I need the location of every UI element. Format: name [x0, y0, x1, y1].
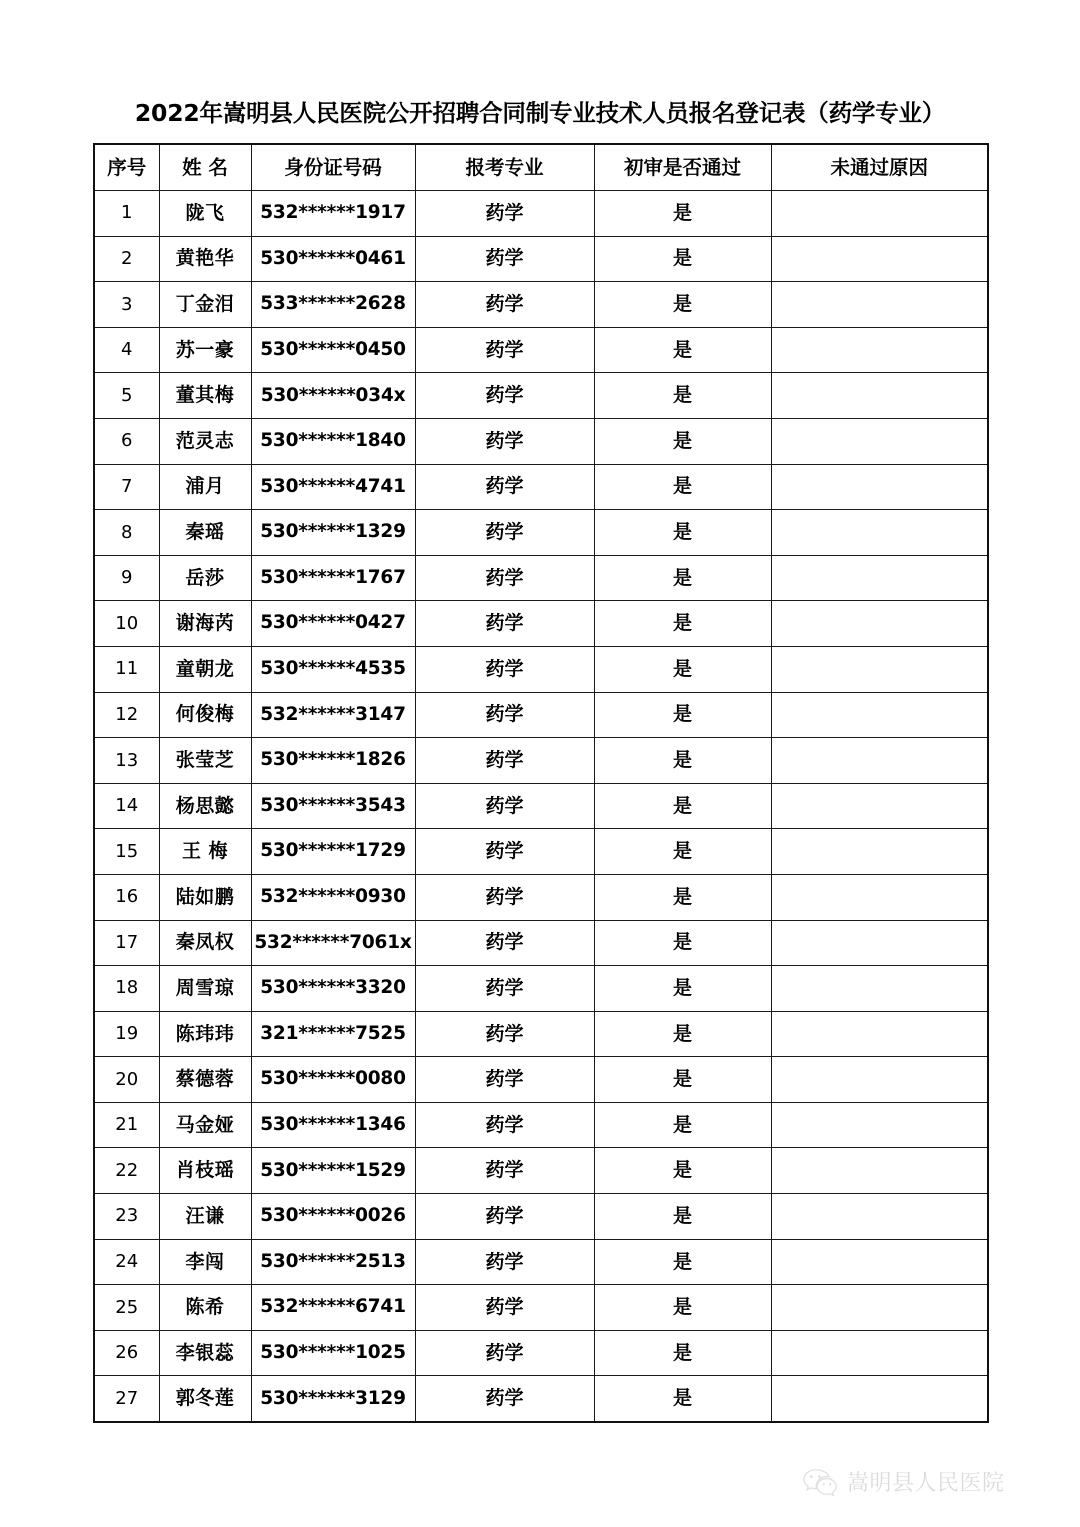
cell-index: 13: [94, 738, 159, 784]
cell-review-passed: 是: [594, 1330, 771, 1376]
table-row: [94, 920, 988, 966]
cell-name: 谢海芮: [159, 601, 251, 647]
table-row: [94, 555, 988, 601]
cell-major: 药学: [415, 601, 594, 647]
cell-reject-reason: [771, 874, 988, 920]
cell-id-number: 532******0930: [251, 874, 415, 920]
table-row: [94, 874, 988, 920]
cell-major: 药学: [415, 1239, 594, 1285]
column-header-major: 报考专业: [415, 144, 594, 191]
cell-major: 药学: [415, 874, 594, 920]
cell-major: 药学: [415, 920, 594, 966]
cell-review-passed: 是: [594, 1285, 771, 1331]
cell-review-passed: 是: [594, 829, 771, 875]
cell-name: 何俊梅: [159, 692, 251, 738]
cell-id-number: 530******3320: [251, 966, 415, 1012]
cell-index: 5: [94, 373, 159, 419]
table-row: [94, 1330, 988, 1376]
cell-name: 董其梅: [159, 373, 251, 419]
cell-index: 14: [94, 783, 159, 829]
cell-index: 25: [94, 1285, 159, 1331]
cell-name: 陈玮玮: [159, 1011, 251, 1057]
cell-index: 9: [94, 555, 159, 601]
cell-name: 李闯: [159, 1239, 251, 1285]
table-row: [94, 646, 988, 692]
table-row: [94, 738, 988, 784]
cell-id-number: 530******0026: [251, 1194, 415, 1240]
cell-reject-reason: [771, 464, 988, 510]
table-header-row: [94, 144, 988, 191]
cell-name: 周雪琼: [159, 966, 251, 1012]
cell-index: 7: [94, 464, 159, 510]
cell-review-passed: 是: [594, 1011, 771, 1057]
cell-id-number: 530******1346: [251, 1102, 415, 1148]
cell-review-passed: 是: [594, 646, 771, 692]
cell-reject-reason: [771, 373, 988, 419]
cell-major: 药学: [415, 1102, 594, 1148]
cell-reject-reason: [771, 1057, 988, 1103]
cell-id-number: 530******0427: [251, 601, 415, 647]
table-row: [94, 510, 988, 556]
cell-name: 王 梅: [159, 829, 251, 875]
cell-major: 药学: [415, 510, 594, 556]
cell-reject-reason: [771, 692, 988, 738]
table-row: [94, 464, 988, 510]
table-row: [94, 1148, 988, 1194]
cell-index: 21: [94, 1102, 159, 1148]
cell-reject-reason: [771, 191, 988, 237]
cell-index: 23: [94, 1194, 159, 1240]
cell-major: 药学: [415, 1194, 594, 1240]
cell-id-number: 530******0080: [251, 1057, 415, 1103]
cell-id-number: 532******7061x: [251, 920, 415, 966]
table-row: [94, 1057, 988, 1103]
cell-review-passed: 是: [594, 966, 771, 1012]
table-row: [94, 1102, 988, 1148]
cell-id-number: 530******4535: [251, 646, 415, 692]
table-row: [94, 1239, 988, 1285]
cell-name: 童朝龙: [159, 646, 251, 692]
wechat-icon: [802, 1467, 838, 1497]
cell-reject-reason: [771, 738, 988, 784]
cell-reject-reason: [771, 646, 988, 692]
cell-index: 6: [94, 418, 159, 464]
cell-id-number: 530******1767: [251, 555, 415, 601]
cell-reject-reason: [771, 783, 988, 829]
cell-name: 肖枝瑶: [159, 1148, 251, 1194]
cell-name: 郭冬莲: [159, 1376, 251, 1422]
table-row: [94, 373, 988, 419]
table-row: [94, 418, 988, 464]
cell-major: 药学: [415, 1376, 594, 1422]
cell-major: 药学: [415, 1148, 594, 1194]
cell-major: 药学: [415, 191, 594, 237]
cell-reject-reason: [771, 829, 988, 875]
cell-id-number: 532******1917: [251, 191, 415, 237]
cell-name: 马金娅: [159, 1102, 251, 1148]
cell-major: 药学: [415, 282, 594, 328]
cell-review-passed: 是: [594, 464, 771, 510]
column-header-id: 身份证号码: [251, 144, 415, 191]
cell-id-number: 530******4741: [251, 464, 415, 510]
watermark-label: 嵩明县人民医院: [847, 1471, 1005, 1496]
cell-review-passed: 是: [594, 1239, 771, 1285]
table-body: [94, 191, 988, 1423]
table-row: [94, 236, 988, 282]
cell-reject-reason: [771, 920, 988, 966]
cell-reject-reason: [771, 236, 988, 282]
cell-review-passed: 是: [594, 1057, 771, 1103]
cell-id-number: 530******2513: [251, 1239, 415, 1285]
cell-reject-reason: [771, 1285, 988, 1331]
cell-id-number: 530******1826: [251, 738, 415, 784]
cell-id-number: 532******3147: [251, 692, 415, 738]
cell-reject-reason: [771, 1239, 988, 1285]
cell-id-number: 530******3543: [251, 783, 415, 829]
cell-major: 药学: [415, 738, 594, 784]
cell-name: 秦瑶: [159, 510, 251, 556]
cell-major: 药学: [415, 783, 594, 829]
cell-major: 药学: [415, 373, 594, 419]
table-row: [94, 1376, 988, 1422]
cell-review-passed: 是: [594, 874, 771, 920]
cell-index: 19: [94, 1011, 159, 1057]
cell-review-passed: 是: [594, 373, 771, 419]
cell-reject-reason: [771, 327, 988, 373]
column-header-reason: 未通过原因: [771, 144, 988, 191]
cell-id-number: 532******6741: [251, 1285, 415, 1331]
column-header-index: 序号: [94, 144, 159, 191]
cell-id-number: 530******1529: [251, 1148, 415, 1194]
cell-review-passed: 是: [594, 1194, 771, 1240]
cell-id-number: 530******3129: [251, 1376, 415, 1422]
cell-major: 药学: [415, 829, 594, 875]
cell-name: 丁金泪: [159, 282, 251, 328]
cell-index: 1: [94, 191, 159, 237]
cell-name: 杨思懿: [159, 783, 251, 829]
cell-index: 16: [94, 874, 159, 920]
cell-major: 药学: [415, 646, 594, 692]
cell-review-passed: 是: [594, 1376, 771, 1422]
cell-review-passed: 是: [594, 920, 771, 966]
cell-index: 10: [94, 601, 159, 647]
cell-index: 11: [94, 646, 159, 692]
cell-reject-reason: [771, 601, 988, 647]
cell-review-passed: 是: [594, 1148, 771, 1194]
cell-name: 张莹芝: [159, 738, 251, 784]
cell-major: 药学: [415, 692, 594, 738]
cell-review-passed: 是: [594, 327, 771, 373]
cell-major: 药学: [415, 327, 594, 373]
cell-major: 药学: [415, 1285, 594, 1331]
table-row: [94, 327, 988, 373]
cell-review-passed: 是: [594, 601, 771, 647]
cell-index: 15: [94, 829, 159, 875]
registration-table-container: [93, 143, 987, 1423]
cell-review-passed: 是: [594, 282, 771, 328]
table-row: [94, 829, 988, 875]
cell-major: 药学: [415, 418, 594, 464]
table-row: [94, 1194, 988, 1240]
cell-review-passed: 是: [594, 555, 771, 601]
table-row: [94, 966, 988, 1012]
cell-id-number: 530******1840: [251, 418, 415, 464]
cell-reject-reason: [771, 1194, 988, 1240]
table-row: [94, 282, 988, 328]
cell-reject-reason: [771, 555, 988, 601]
cell-name: 蔡德蓉: [159, 1057, 251, 1103]
cell-id-number: 530******1025: [251, 1330, 415, 1376]
cell-reject-reason: [771, 1148, 988, 1194]
cell-id-number: 530******0461: [251, 236, 415, 282]
cell-reject-reason: [771, 1011, 988, 1057]
cell-reject-reason: [771, 418, 988, 464]
cell-name: 陇飞: [159, 191, 251, 237]
cell-id-number: 530******1729: [251, 829, 415, 875]
cell-review-passed: 是: [594, 191, 771, 237]
cell-reject-reason: [771, 1376, 988, 1422]
cell-index: 20: [94, 1057, 159, 1103]
cell-major: 药学: [415, 966, 594, 1012]
cell-reject-reason: [771, 1102, 988, 1148]
cell-name: 秦凤权: [159, 920, 251, 966]
cell-index: 8: [94, 510, 159, 556]
cell-index: 12: [94, 692, 159, 738]
table-row: [94, 783, 988, 829]
cell-review-passed: 是: [594, 236, 771, 282]
cell-name: 黄艳华: [159, 236, 251, 282]
cell-review-passed: 是: [594, 510, 771, 556]
cell-review-passed: 是: [594, 783, 771, 829]
cell-reject-reason: [771, 1330, 988, 1376]
cell-major: 药学: [415, 1330, 594, 1376]
cell-name: 陆如鹏: [159, 874, 251, 920]
watermark: [802, 1466, 1005, 1497]
cell-name: 陈希: [159, 1285, 251, 1331]
table-row: [94, 601, 988, 647]
cell-name: 李银蕊: [159, 1330, 251, 1376]
cell-major: 药学: [415, 464, 594, 510]
cell-review-passed: 是: [594, 418, 771, 464]
table-row: [94, 1285, 988, 1331]
cell-major: 药学: [415, 1011, 594, 1057]
cell-id-number: 530******034x: [251, 373, 415, 419]
cell-id-number: 530******0450: [251, 327, 415, 373]
cell-major: 药学: [415, 236, 594, 282]
cell-review-passed: 是: [594, 738, 771, 784]
cell-index: 26: [94, 1330, 159, 1376]
column-header-pass: 初审是否通过: [594, 144, 771, 191]
table-header: [94, 144, 988, 191]
cell-name: 范灵志: [159, 418, 251, 464]
cell-index: 2: [94, 236, 159, 282]
table-row: [94, 692, 988, 738]
cell-name: 岳莎: [159, 555, 251, 601]
cell-id-number: 321******7525: [251, 1011, 415, 1057]
cell-index: 18: [94, 966, 159, 1012]
cell-major: 药学: [415, 555, 594, 601]
cell-index: 22: [94, 1148, 159, 1194]
registration-table: [93, 143, 989, 1423]
cell-major: 药学: [415, 1057, 594, 1103]
cell-name: 苏一豪: [159, 327, 251, 373]
cell-index: 17: [94, 920, 159, 966]
cell-index: 24: [94, 1239, 159, 1285]
table-row: [94, 1011, 988, 1057]
cell-reject-reason: [771, 510, 988, 556]
cell-review-passed: 是: [594, 692, 771, 738]
cell-reject-reason: [771, 966, 988, 1012]
cell-review-passed: 是: [594, 1102, 771, 1148]
page-title: 2022年嵩明县人民医院公开招聘合同制专业技术人员报名登记表（药学专业）: [134, 99, 946, 127]
column-header-name: 姓 名: [159, 144, 251, 191]
cell-index: 3: [94, 282, 159, 328]
cell-index: 27: [94, 1376, 159, 1422]
cell-id-number: 530******1329: [251, 510, 415, 556]
table-row: [94, 191, 988, 237]
cell-index: 4: [94, 327, 159, 373]
cell-id-number: 533******2628: [251, 282, 415, 328]
cell-name: 汪谦: [159, 1194, 251, 1240]
cell-name: 浦月: [159, 464, 251, 510]
cell-reject-reason: [771, 282, 988, 328]
